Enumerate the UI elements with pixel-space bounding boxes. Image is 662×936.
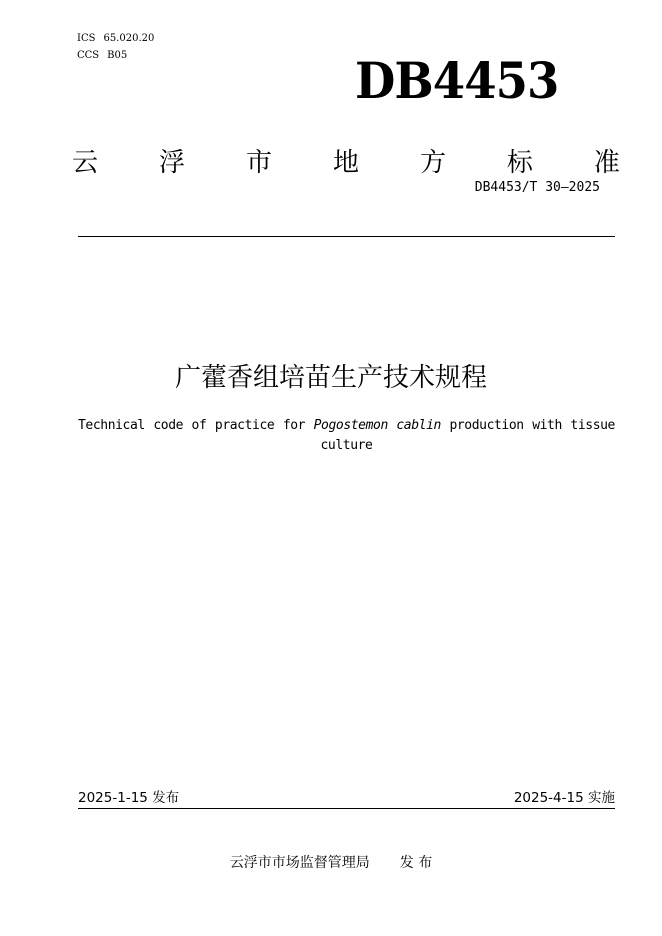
ccs-classification bbox=[77, 50, 127, 62]
standard-type-char: 方 bbox=[419, 148, 446, 178]
implementation-date: 2025-4-15 实施 bbox=[513, 790, 615, 806]
standard-type-char: 标 bbox=[506, 148, 533, 178]
english-title bbox=[78, 416, 615, 456]
ics-code: 65.020.20 bbox=[103, 33, 155, 44]
english-title-part-1: Technical code of practice for bbox=[78, 418, 314, 433]
ics-label: ICS bbox=[77, 33, 96, 44]
standard-type-char: 准 bbox=[593, 148, 620, 178]
standard-type-char: 地 bbox=[332, 148, 359, 178]
standard-type-char: 市 bbox=[245, 148, 272, 178]
issuer-action: 发 布 bbox=[399, 855, 433, 871]
issuer-name: 云浮市市场监督管理局 bbox=[229, 855, 370, 871]
issuer-line bbox=[0, 853, 662, 873]
standard-type-heading bbox=[72, 145, 620, 181]
standard-type-char: 浮 bbox=[158, 148, 185, 178]
issue-date: 2025-1-15 发布 bbox=[78, 790, 180, 806]
standard-type-char: 云 bbox=[72, 148, 99, 178]
standard-logo: DB4453 bbox=[355, 51, 559, 110]
ics-classification bbox=[77, 33, 154, 45]
chinese-title: 广藿香组培苗生产技术规程 bbox=[174, 363, 487, 393]
ccs-label: CCS bbox=[77, 50, 100, 61]
english-title-part-2: production with tissue bbox=[440, 418, 615, 433]
english-title-species: Pogostemon cablin bbox=[313, 418, 441, 433]
top-divider bbox=[78, 236, 615, 237]
english-title-line-1 bbox=[78, 416, 615, 436]
ccs-code: B05 bbox=[107, 50, 128, 61]
english-title-line-2: culture bbox=[320, 438, 373, 453]
standard-number: DB4453/T 30—2025 bbox=[474, 180, 600, 195]
bottom-divider bbox=[78, 808, 615, 809]
